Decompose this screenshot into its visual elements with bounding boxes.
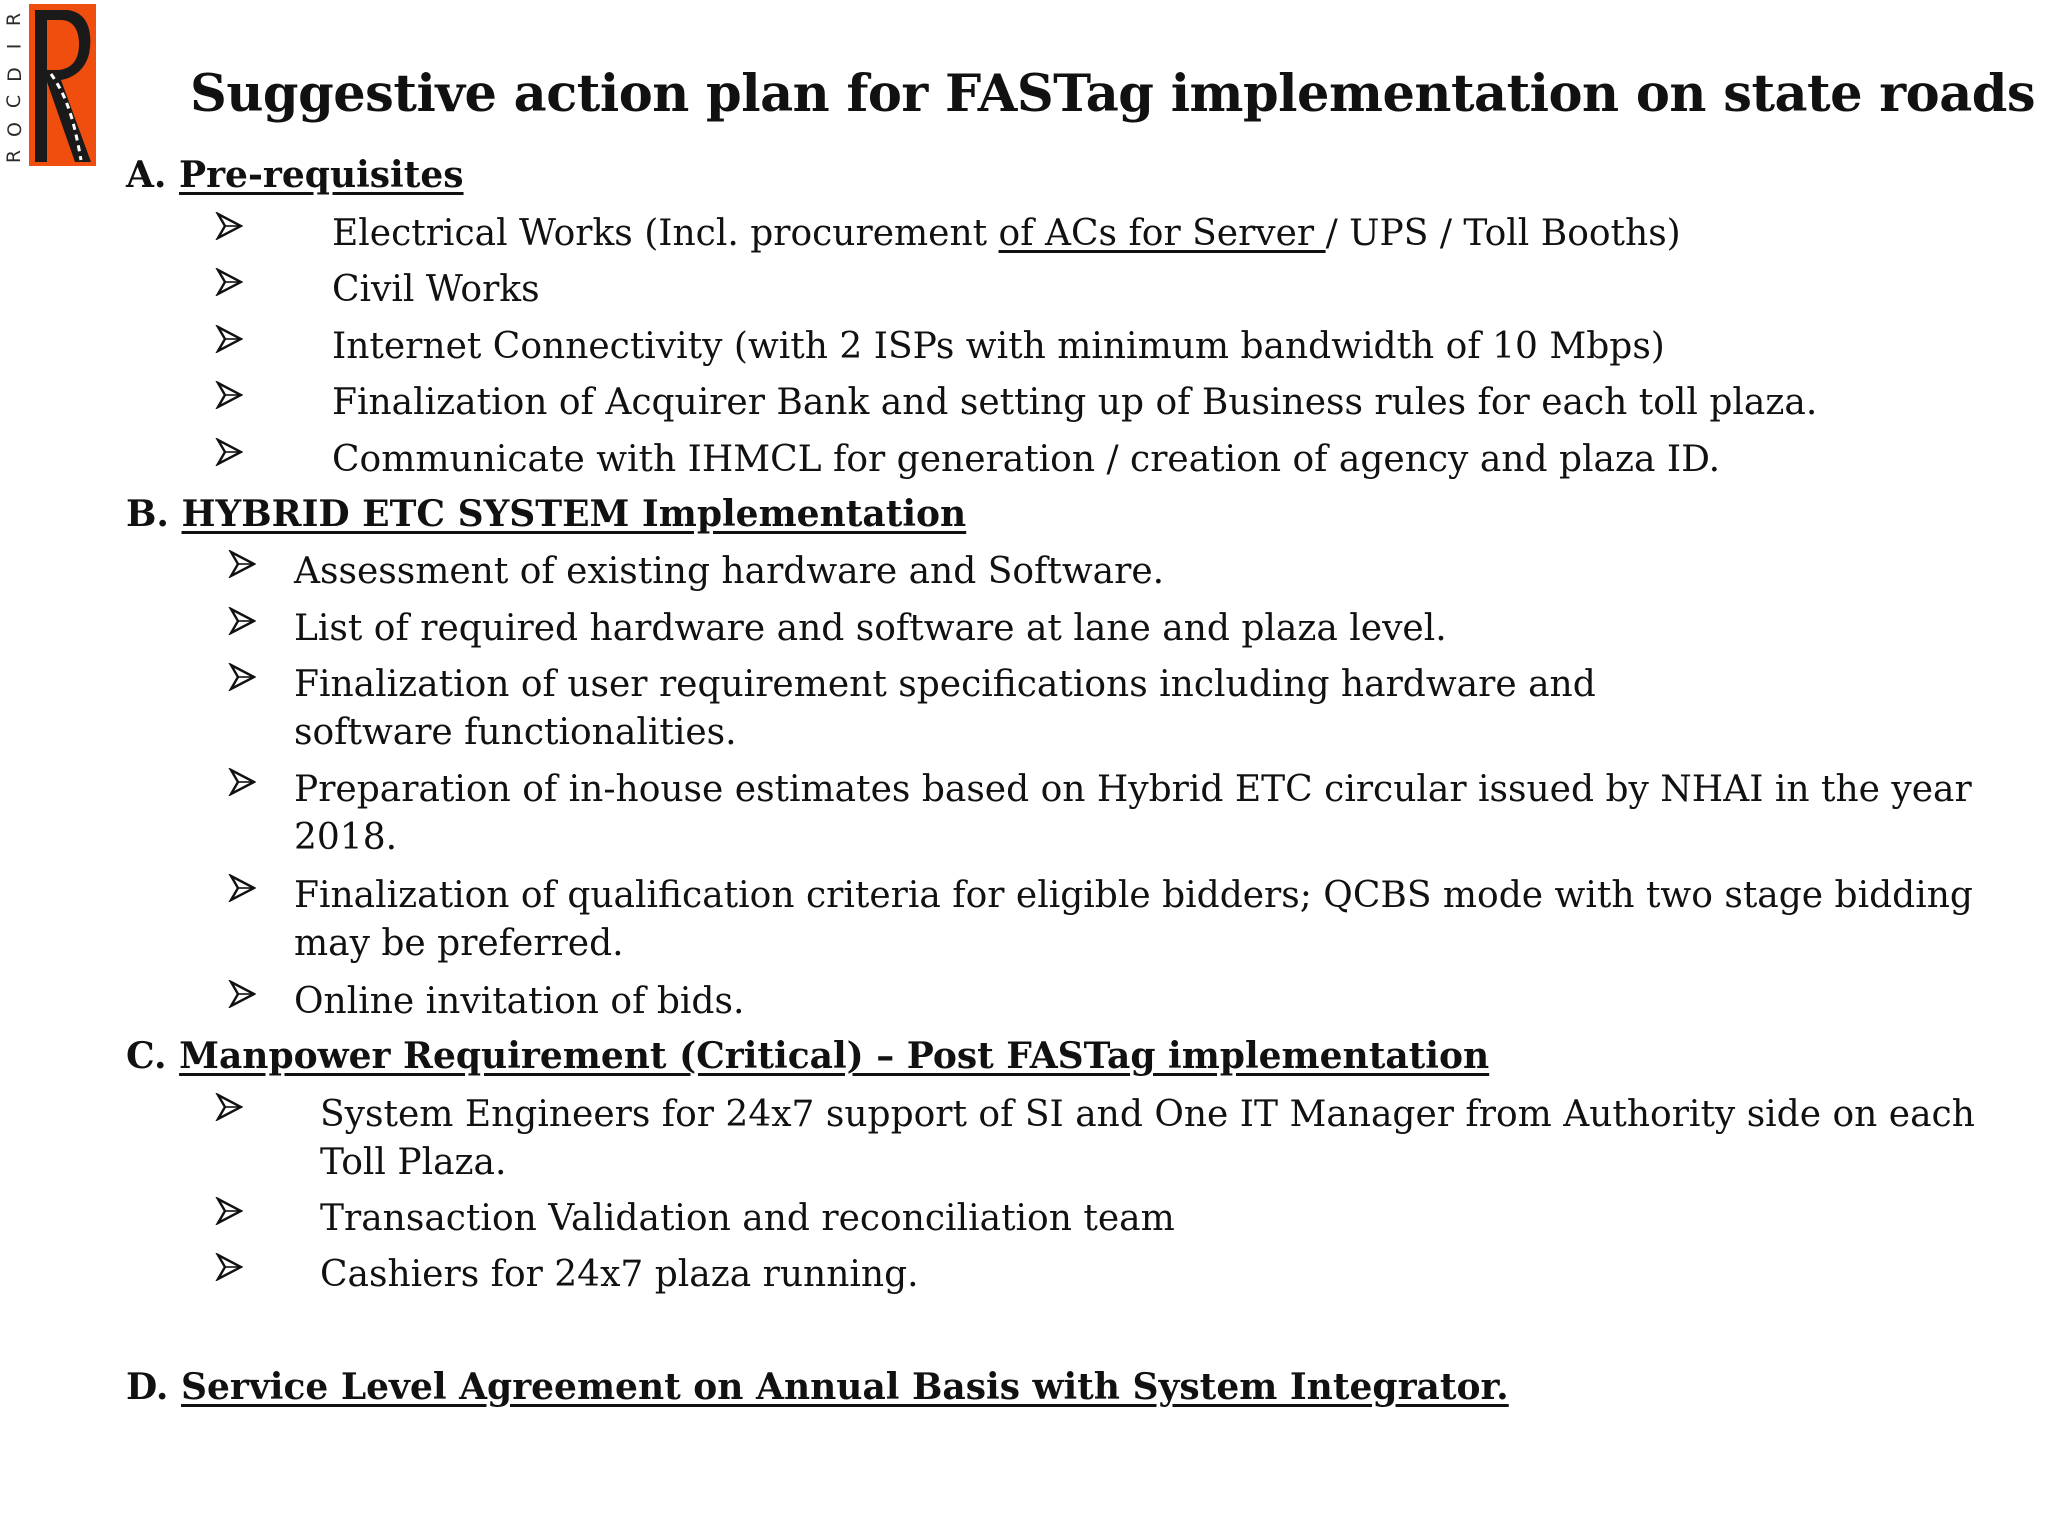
list-item: Online invitation of bids. (294, 981, 745, 1022)
arrow-bullet-icon (228, 874, 256, 902)
list-item: Finalization of qualification criteria for eligible bidders; QCBS mode with two stage bidding may be preferred. (294, 875, 1973, 964)
section-title: Manpower Requirement (Critical) – Post FASTag implementation (179, 1035, 1490, 1077)
arrow-bullet-icon (228, 607, 256, 635)
ridcor-logo (4, 4, 96, 166)
section-a-heading (126, 154, 464, 196)
section-title: Service Level Agreement on Annual Basis with System Integrator. (181, 1366, 1509, 1408)
arrow-bullet-icon (215, 381, 243, 409)
arrow-bullet-icon (215, 268, 243, 296)
section-title: HYBRID ETC SYSTEM Implementation (181, 493, 967, 535)
section-b-heading (126, 493, 966, 535)
section-marker: B. (126, 493, 169, 535)
arrow-bullet-icon (215, 1253, 243, 1281)
list-item: Assessment of existing hardware and Software. (294, 551, 1165, 592)
arrow-bullet-icon (215, 325, 243, 353)
list-item: Internet Connectivity (with 2 ISPs with minimum bandwidth of 10 Mbps) (332, 326, 1665, 367)
logo-letters (4, 10, 26, 166)
list-item: Finalization of Acquirer Bank and setting up of Business rules for each toll plaza. (332, 382, 1818, 423)
list-item: Electrical Works (Incl. procurement of ACs for Server / UPS / Toll Booths) (332, 213, 1681, 254)
section-title: Pre-requisites (179, 154, 464, 196)
arrow-bullet-icon (228, 980, 256, 1008)
list-item: Transaction Validation and reconciliation team (320, 1198, 1175, 1239)
list-item: System Engineers for 24x7 support of SI and One IT Manager from Authority side on each Toll Plaza. (320, 1094, 1975, 1183)
arrow-bullet-icon (215, 438, 243, 466)
section-marker: C. (126, 1035, 167, 1077)
section-d-heading (126, 1366, 1509, 1408)
logo-letter: D (3, 66, 26, 82)
logo-letter: I (3, 44, 26, 50)
list-item: Preparation of in-house estimates based on Hybrid ETC circular issued by NHAI in the year 2018. (294, 769, 1972, 858)
list-item: Cashiers for 24x7 plaza running. (320, 1254, 919, 1295)
underlined-text: of ACs for Server (998, 213, 1326, 254)
section-marker: A. (126, 154, 167, 196)
arrow-bullet-icon (228, 663, 256, 691)
section-c-heading (126, 1035, 1489, 1077)
logo-letter: R (3, 12, 26, 27)
page-title: Suggestive action plan for FASTag implementation on state roads (190, 64, 2036, 124)
arrow-bullet-icon (215, 1197, 243, 1225)
logo-letter: C (3, 95, 26, 109)
arrow-bullet-icon (228, 550, 256, 578)
logo-letter: R (3, 149, 26, 164)
list-item: Finalization of user requirement specifications including hardware and software functionalities. (294, 664, 1596, 753)
arrow-bullet-icon (215, 1093, 243, 1121)
list-item: List of required hardware and software at lane and plaza level. (294, 608, 1447, 649)
list-item: Civil Works (332, 269, 540, 310)
arrow-bullet-icon (215, 212, 243, 240)
logo-r-road-icon (29, 4, 96, 166)
arrow-bullet-icon (228, 768, 256, 796)
section-marker: D. (126, 1366, 169, 1408)
list-item: Communicate with IHMCL for generation / creation of agency and plaza ID. (332, 439, 1721, 480)
logo-letter: O (3, 121, 26, 137)
